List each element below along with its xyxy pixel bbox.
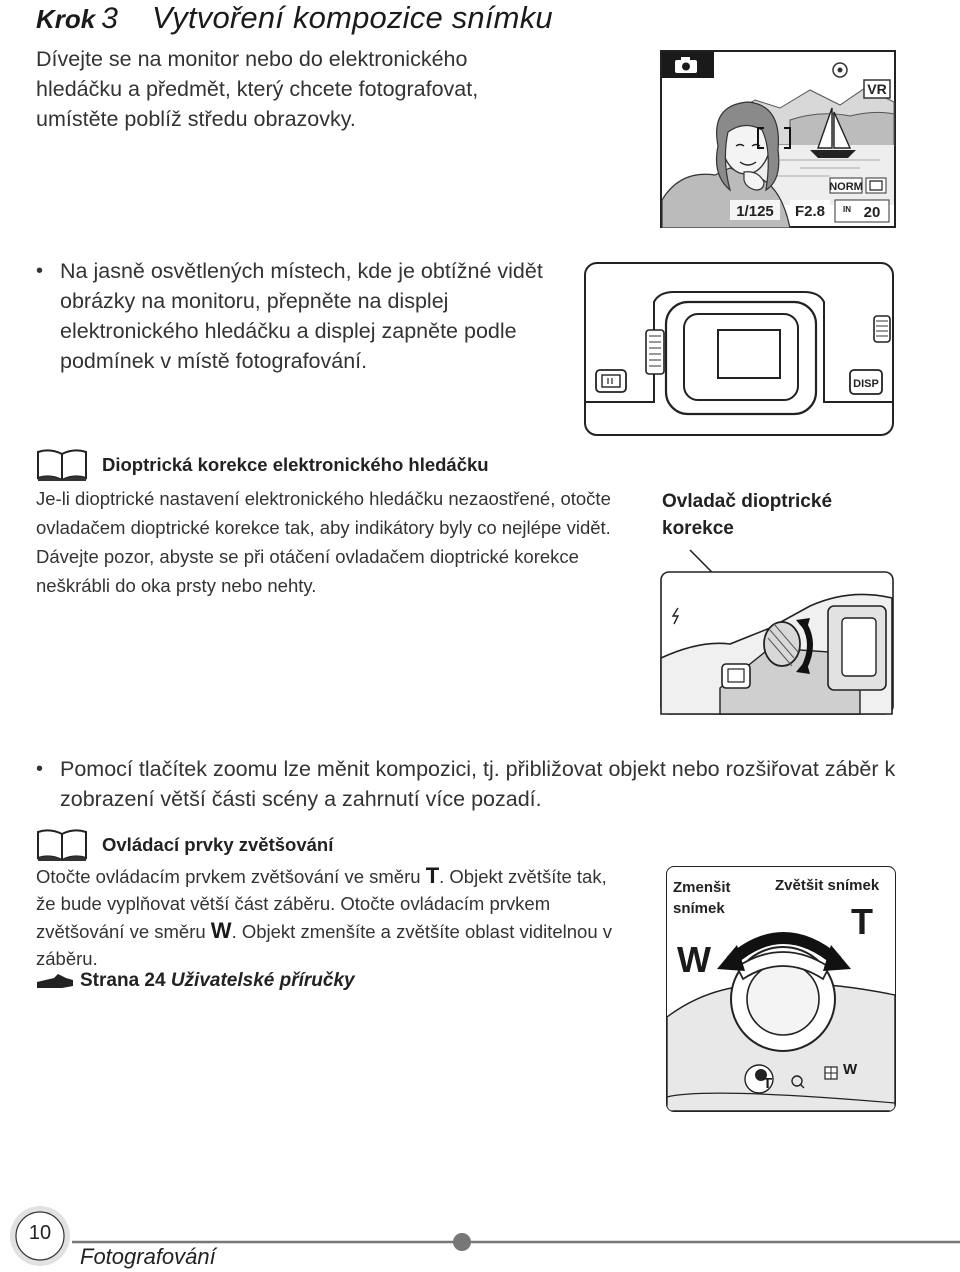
zoom-t-symbol: T — [425, 863, 440, 888]
note-zoom-title: Ovládací prvky zvětšování — [102, 834, 334, 855]
zoom-out-label — [673, 877, 731, 919]
diopter-caption-line2: korekce — [662, 518, 734, 539]
manual-reference — [36, 970, 355, 992]
zoom-w-symbol: W — [210, 918, 232, 943]
bullet-icon: • — [36, 260, 44, 282]
reference-prefix: Strana 24 — [80, 970, 171, 992]
note-zoom-body — [36, 862, 626, 972]
zoom-out-label-line2: snímek — [673, 900, 725, 917]
diopter-illustration — [660, 548, 896, 716]
zoom-t-small: T — [763, 1075, 773, 1092]
note-zoom-body-part2: . Objekt zvětšíte tak, že bude vyplňovat větší část záběru. Otočte ovládacím prvkem zvětšování ve směru — [36, 866, 607, 942]
zoom-w-small: W — [843, 1061, 858, 1078]
zoom-out-label-line1: Zmenšit — [673, 879, 731, 896]
step-label: Krok — [36, 4, 96, 34]
aperture-value: F2.8 — [794, 203, 826, 220]
reference-title: Uživatelské příručky — [170, 970, 355, 992]
note-diopter-body: Je-li dioptrické nastavení elektronického hledáčku nezaostřené, otočte ovladačem dioptrické korekce tak, aby indikátory byly co nejlépe vidět. Dávejte pozor, abyste se při otáčení ovladačem dioptrické korekce neškrábli do oka prsty nebo nehty. — [36, 488, 611, 596]
note-zoom-body-part3: . Objekt zmenšíte a zvětšíte oblast viditelnou v záběru. — [36, 921, 613, 969]
quality-indicator: NORM — [829, 181, 863, 193]
bullet-monitor-text: Na jasně osvětlených místech, kde je obtížné vidět obrázky na monitoru, přepněte na displej elektronického hledáčku a displej zapněte podle podmínek v místě fotografování. — [60, 259, 543, 373]
bullet-zoom-text: Pomocí tlačítek zoomu lze měnit kompozici, tj. přibližovat objekt nebo rozšiřovat záběr k zobrazení větší části scény a zahrnutí více pozadí. — [60, 757, 896, 811]
diopter-caption-line1: Ovladač dioptrické — [662, 491, 833, 512]
shutter-speed: 1/125 — [736, 203, 774, 220]
note-diopter-title: Dioptrická korekce elektronického hledáčku — [102, 454, 489, 475]
vr-indicator: VR — [867, 81, 887, 97]
zoom-in-label: Zvětšit snímek — [775, 877, 880, 894]
zoom-illustration — [666, 866, 896, 1112]
page-title: Vytvoření kompozice snímku — [151, 0, 553, 35]
disp-button-label: DISP — [853, 378, 879, 390]
diopter-caption — [662, 488, 922, 542]
bullet-monitor-tip — [36, 256, 560, 376]
step-number: 3 — [101, 2, 118, 35]
page-number: 10 — [28, 1222, 52, 1244]
book-icon — [36, 448, 88, 482]
frames-remaining: 20 — [863, 204, 881, 221]
zoom-w-large: W — [677, 939, 711, 980]
viewfinder-illustration — [584, 262, 894, 436]
pointer-hand-icon — [36, 970, 74, 992]
bullet-zoom-tip — [36, 754, 940, 814]
step-heading — [36, 0, 553, 36]
book-icon — [36, 828, 88, 862]
bullet-icon: • — [36, 758, 44, 780]
memory-indicator: IN — [843, 205, 851, 214]
monitor-illustration — [660, 50, 896, 228]
note-zoom-body-part1: Otočte ovládacím prvkem zvětšování ve směru — [36, 866, 426, 887]
intro-paragraph: Dívejte se na monitor nebo do elektronického hledáčku a předmět, který chcete fotografovat, umístěte poblíž středu obrazovky. — [36, 47, 479, 131]
zoom-t-large: T — [851, 901, 873, 942]
section-name: Fotografování — [80, 1244, 216, 1269]
